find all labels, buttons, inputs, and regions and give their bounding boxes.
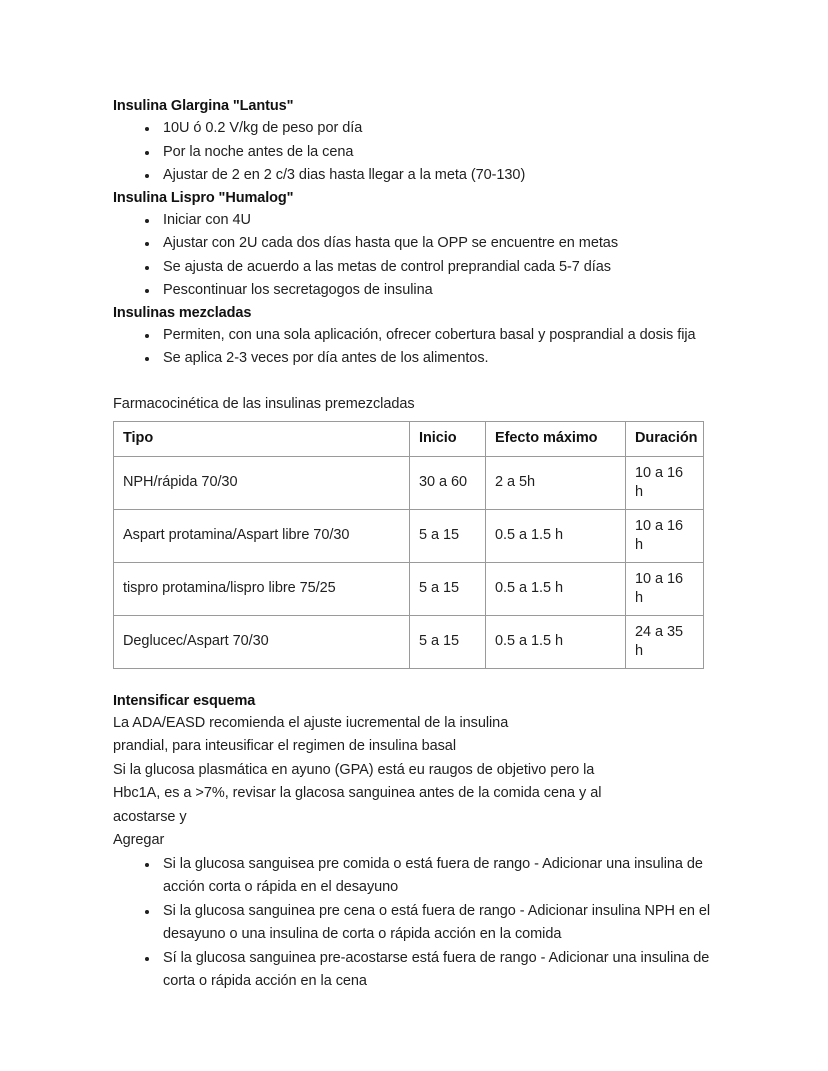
list-item: Sí la glucosa sanguinea pre-acostarse está fuera de rango - Adicionar una insulina de corta o rápida acción en la cena [113,947,733,994]
list-item: Se aplica 2-3 veces por día antes de los alimentos. [113,347,733,371]
section-heading-mezcladas: Insulinas mezcladas [113,304,252,321]
list-item: Ajustar con 2U cada dos días hasta que la OPP se encuentre en metas [113,232,733,256]
column-header-duracion: Duración [626,421,704,456]
cell-efecto: 0.5 a 1.5 h [486,562,626,615]
list-item: 10U ó 0.2 V/kg de peso por día [113,117,733,141]
section-heading-glargina: Insulina Glargina "Lantus" [113,98,294,114]
list-item: Iniciar con 4U [113,209,733,233]
section-heading-intensificar: Intensificar esquema [113,692,256,709]
paragraph-line: prandial, para inteusificar el regimen de insulina basal [113,738,456,754]
list-item: Permiten, con una sola aplicación, ofrecer cobertura basal y posprandial a dosis fija [113,324,733,348]
cell-duracion: 10 a 16 h [626,456,704,509]
cell-inicio: 5 a 15 [410,615,486,668]
bullet-list-lispro [113,209,733,303]
cell-efecto: 2 a 5h [486,456,626,509]
column-header-inicio: Inicio [410,421,486,456]
table-caption: Farmacocinética de las insulinas premezcladas [113,395,415,412]
column-header-efecto-maximo: Efecto máximo [486,421,626,456]
cell-inicio: 30 a 60 [410,456,486,509]
table-row [114,509,704,562]
cell-efecto: 0.5 a 1.5 h [486,615,626,668]
paragraph-line: acostarse y [113,808,187,825]
intensify-paragraph [113,712,733,853]
cell-tipo: Deglucec/Aspart 70/30 [114,615,410,668]
bullet-list-intensificar [113,853,733,994]
list-item: Si la glucosa sanguisea pre comida o está fuera de rango - Adicionar una insulina de acción corta o rápida en el desayuno [113,853,733,900]
column-header-tipo: Tipo [114,421,410,456]
table-row [114,456,704,509]
paragraph-line: La ADA/EASD recomienda el ajuste iucremental de la insulina [113,714,509,731]
list-item: Se ajusta de acuerdo a las metas de control preprandial cada 5-7 días [113,256,733,280]
paragraph-line: Si la glucosa plasmática en ayuno (GPA) está eu raugos de objetivo pero la [113,761,595,778]
bullet-list-mezcladas [113,324,733,371]
cell-duracion: 10 a 16 h [626,562,704,615]
list-item: Por la noche antes de la cena [113,141,733,165]
cell-duracion: 24 a 35 h [626,615,704,668]
paragraph-line-agregar: Agregar [113,832,165,848]
list-item: Si la glucosa sanguinea pre cena o está fuera de rango - Adicionar insulina NPH en el desayuno o una insulina de corta o rápida acción en la comida [113,900,733,947]
paragraph-line: Hbc1A, es a >7%, revisar la glacosa sanguinea antes de la comida cena y al [113,785,602,801]
list-item: Pescontinuar los secretagogos de insulina [113,279,733,303]
document-content [113,96,733,994]
list-item: Ajustar de 2 en 2 c/3 dias hasta llegar a la meta (70-130) [113,164,733,188]
bullet-list-glargina [113,117,733,188]
cell-tipo: tispro protamina/lispro libre 75/25 [114,562,410,615]
pharmacokinetics-table [113,421,704,669]
cell-efecto: 0.5 a 1.5 h [486,509,626,562]
section-heading-lispro: Insulina Lispro "Humalog" [113,189,294,206]
cell-inicio: 5 a 15 [410,509,486,562]
table-row [114,615,704,668]
table-header-row [114,421,704,456]
table-row [114,562,704,615]
cell-inicio: 5 a 15 [410,562,486,615]
cell-duracion: 10 a 16 h [626,509,704,562]
cell-tipo: NPH/rápida 70/30 [114,456,410,509]
cell-tipo: Aspart protamina/Aspart libre 70/30 [114,509,410,562]
